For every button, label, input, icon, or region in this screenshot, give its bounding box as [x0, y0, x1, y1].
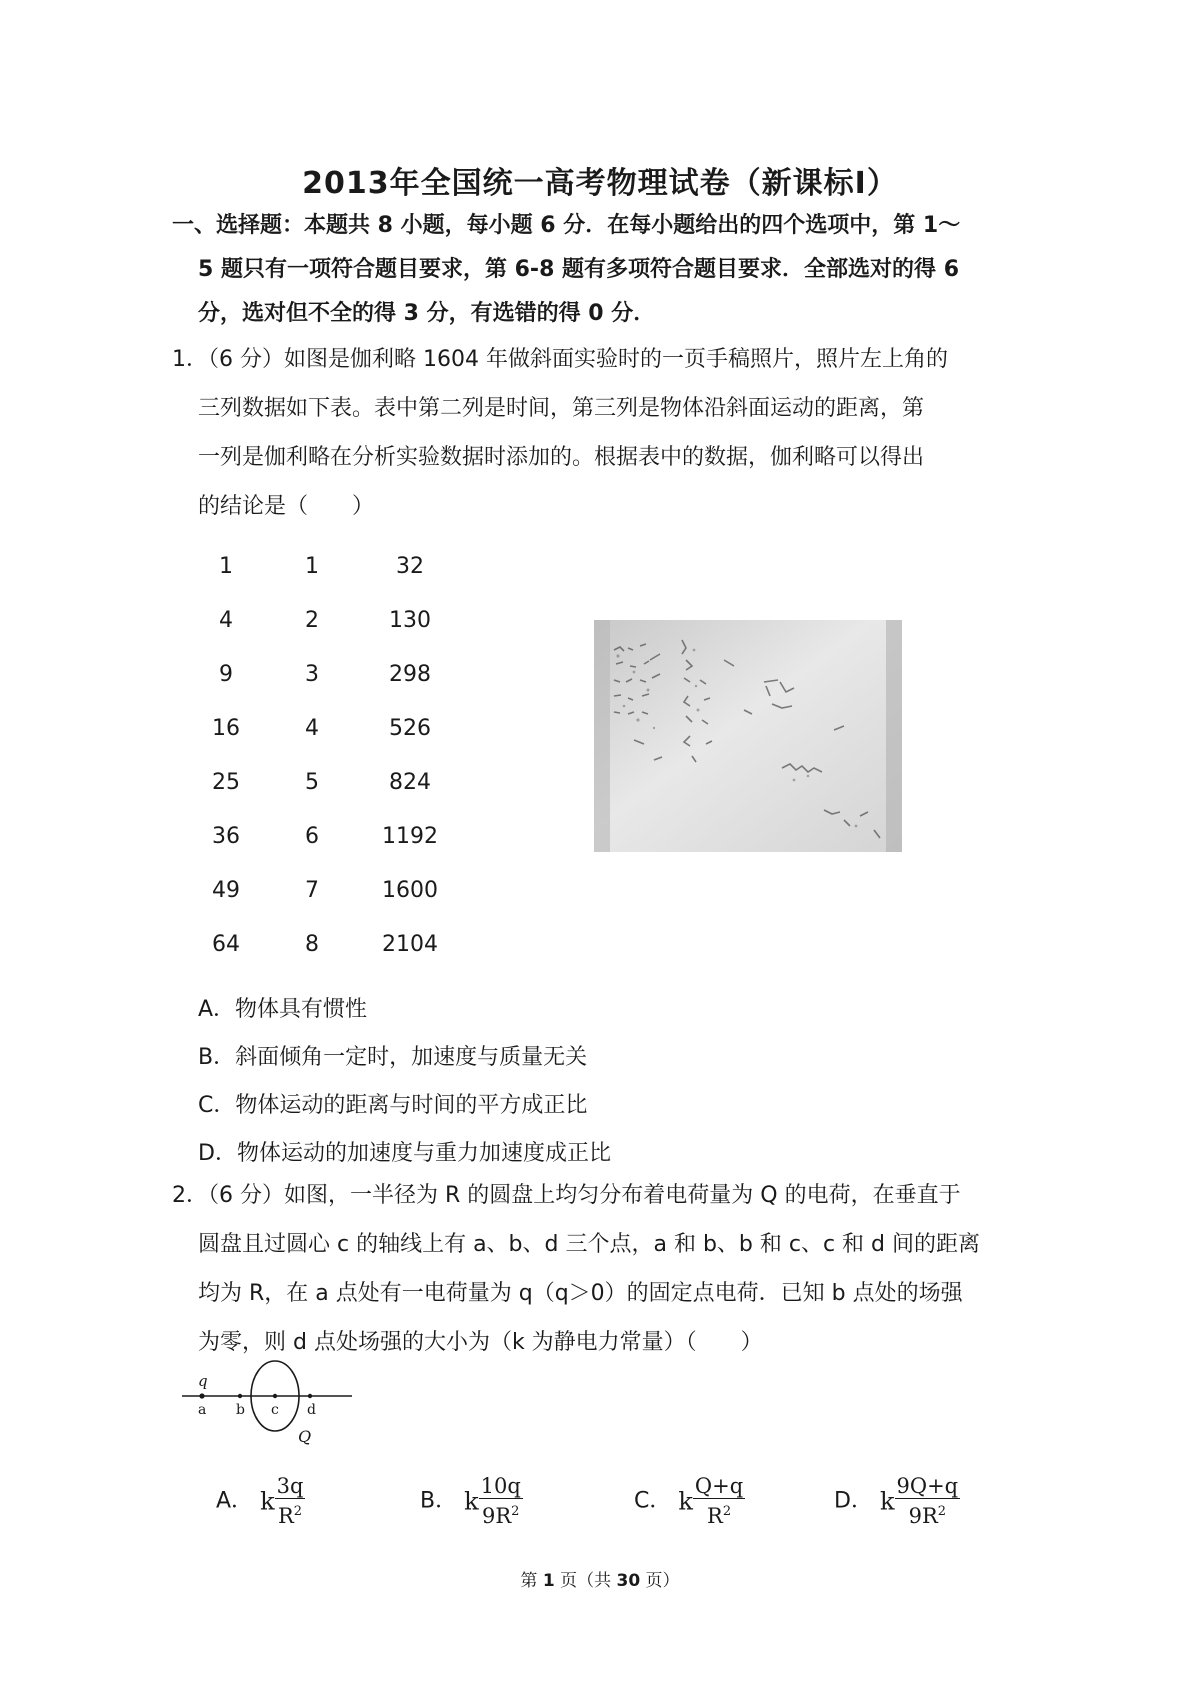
table-cell: 6: [305, 824, 319, 849]
denominator: [895, 1499, 961, 1529]
option-letter: A．: [216, 1488, 254, 1514]
table-cell: 1: [219, 554, 233, 579]
point-d: [308, 1394, 312, 1398]
table-cell: 49: [212, 878, 240, 903]
exponent: 2: [937, 1504, 947, 1519]
section-heading-line-1: 一、选择题：本题共 8 小题，每小题 6 分．在每小题给出的四个选项中，第 1～: [172, 213, 961, 238]
fraction: [895, 1474, 961, 1529]
q2-option-d[interactable]: [834, 1474, 960, 1529]
label-Q: Q: [298, 1427, 312, 1446]
q1-stem-line-1: 1．（6 分）如图是伽利略 1604 年做斜面实验时的一页手稿照片，照片左上角的: [172, 347, 948, 372]
numerator: 3q: [276, 1474, 304, 1498]
section-heading-line-2: 5 题只有一项符合题目要求，第 6-8 题有多项符合题目要求．全部选对的得 6: [198, 257, 960, 282]
option-letter: B．: [420, 1488, 458, 1514]
denominator-base: R: [707, 1504, 723, 1528]
fraction: [693, 1474, 745, 1529]
point-c: [273, 1394, 277, 1398]
label-a: a: [198, 1402, 207, 1418]
q2-option-c[interactable]: [634, 1474, 745, 1529]
denominator: [479, 1499, 523, 1529]
q1-option-a[interactable]: A．物体具有惯性: [198, 997, 368, 1022]
total-pages: 30: [616, 1571, 641, 1591]
table-cell: 32: [396, 554, 424, 579]
table-cell: 5: [305, 770, 319, 795]
denominator: [275, 1499, 306, 1529]
q1-stem-line-2: 三列数据如下表。表中第二列是时间，第三列是物体沿斜面运动的距离，第: [198, 396, 925, 421]
q2-option-a[interactable]: [216, 1474, 305, 1529]
numerator: 10q: [480, 1474, 521, 1498]
q1-stem-line-4: 的结论是（ ）: [198, 494, 375, 519]
denominator-base: 9R: [908, 1504, 938, 1528]
label-c: c: [271, 1402, 279, 1418]
numerator: Q+q: [694, 1474, 744, 1498]
table-cell: 7: [305, 878, 319, 903]
exponent: 2: [722, 1504, 732, 1519]
q1-option-d[interactable]: D．物体运动的加速度与重力加速度成正比: [198, 1141, 611, 1166]
table-cell: 130: [389, 608, 431, 633]
q2-figure: [180, 1358, 356, 1452]
fraction: [479, 1474, 523, 1529]
table-cell: 8: [305, 932, 319, 957]
footer-prefix: 第: [520, 1571, 543, 1591]
table-cell: 824: [389, 770, 431, 795]
k-constant: k: [879, 1487, 895, 1516]
table-cell: 25: [212, 770, 240, 795]
table-cell: 4: [219, 608, 233, 633]
table-cell: 4: [305, 716, 319, 741]
table-cell: 3: [305, 662, 319, 687]
q1-option-b[interactable]: B．斜面倾角一定时，加速度与质量无关: [198, 1045, 588, 1070]
page-footer: [0, 1566, 1200, 1591]
label-b: b: [236, 1402, 245, 1418]
footer-middle: 页（共: [554, 1571, 617, 1591]
denominator-base: 9R: [481, 1504, 512, 1528]
q2-option-b[interactable]: [420, 1474, 523, 1529]
denominator: [693, 1499, 745, 1529]
table-cell: 1: [305, 554, 319, 579]
exponent: 2: [293, 1504, 303, 1519]
table-cell: 16: [212, 716, 240, 741]
label-q: q: [198, 1372, 208, 1390]
table-cell: 2104: [382, 932, 438, 957]
numerator: 9Q+q: [896, 1474, 959, 1498]
table-cell: 298: [389, 662, 431, 687]
table-cell: 9: [219, 662, 233, 687]
option-letter: C．: [634, 1488, 672, 1514]
table-cell: 1192: [382, 824, 438, 849]
table-cell: 64: [212, 932, 240, 957]
footer-suffix: 页）: [640, 1571, 680, 1591]
q2-stem-line-4: 为零，则 d 点处场强的大小为（k 为静电力常量）（ ）: [198, 1330, 763, 1355]
manuscript-photo: [594, 620, 902, 852]
fraction: [275, 1474, 306, 1529]
label-d: d: [307, 1402, 316, 1418]
denominator-base: R: [277, 1504, 294, 1528]
q1-stem-line-3: 一列是伽利略在分析实验数据时添加的。根据表中的数据，伽利略可以得出: [198, 445, 925, 470]
q2-stem-line-2: 圆盘且过圆心 c 的轴线上有 a、b、d 三个点，a 和 b、b 和 c、c 和 d 间的距离: [198, 1232, 981, 1257]
table-cell: 1600: [382, 878, 438, 903]
page-number: 1: [542, 1571, 555, 1591]
q1-option-c[interactable]: C．物体运动的距离与时间的平方成正比: [198, 1093, 588, 1118]
q2-stem-line-3: 均为 R，在 a 点处有一电荷量为 q（q＞0）的固定点电荷．已知 b 点处的场强: [198, 1281, 963, 1306]
k-constant: k: [678, 1487, 693, 1516]
table-cell: 526: [389, 716, 431, 741]
table-cell: 2: [305, 608, 319, 633]
k-constant: k: [260, 1487, 275, 1516]
option-letter: D．: [834, 1488, 873, 1514]
table-cell: 36: [212, 824, 240, 849]
point-a: [199, 1393, 204, 1398]
paper-title: 2013年全国统一高考物理试卷（新课标Ⅰ）: [302, 166, 898, 201]
exponent: 2: [511, 1504, 520, 1519]
k-constant: k: [464, 1487, 479, 1516]
q2-stem-line-1: 2．（6 分）如图，一半径为 R 的圆盘上均匀分布着电荷量为 Q 的电荷，在垂直于: [172, 1183, 961, 1208]
section-heading-line-3: 分，选对但不全的得 3 分，有选错的得 0 分．: [198, 301, 656, 326]
point-b: [238, 1394, 242, 1398]
